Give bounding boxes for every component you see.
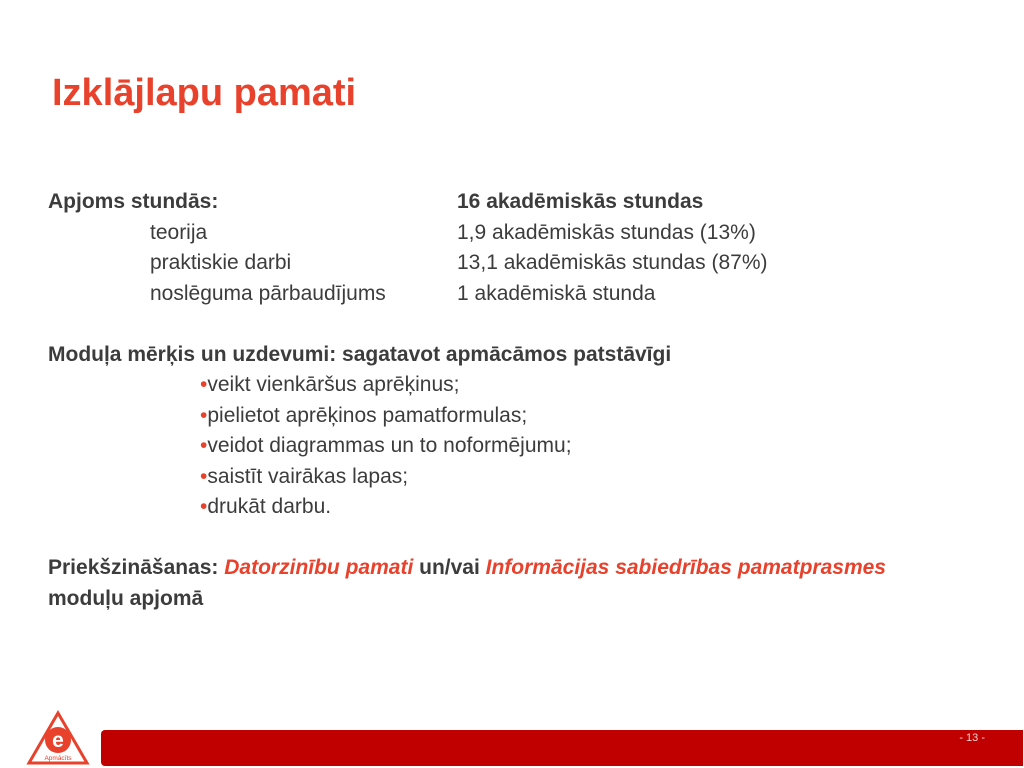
- bullet-icon: •: [200, 495, 208, 518]
- hours-row-value: 13,1 akadēmiskās stundas (87%): [457, 251, 768, 274]
- slide-title: Izklājlapu pamati: [52, 72, 357, 114]
- apmacits-logo-icon: [26, 710, 90, 766]
- logo-text: Apmācīts: [44, 755, 72, 762]
- hours-label: Apjoms stundās:: [48, 190, 219, 213]
- prereq-label: Priekšzināšanas:: [48, 556, 225, 579]
- hours-row-value: 1 akadēmiskā stunda: [457, 281, 656, 305]
- bullet-icon: •: [200, 403, 208, 427]
- goal-item-text: veidot diagrammas un to noformējumu;: [207, 434, 572, 457]
- goal-item: [48, 431, 948, 462]
- goal-item-text: veikt vienkāršus aprēķinus;: [207, 373, 460, 396]
- hours-row-label: noslēguma pārbaudījums: [150, 281, 386, 305]
- hours-total-row: [48, 187, 948, 218]
- goal-item: [48, 492, 948, 523]
- goal-heading: [48, 340, 948, 371]
- footer-bar: [101, 730, 1023, 766]
- logo-letter: e: [52, 729, 64, 752]
- prereq-module-2: Informācijas sabiedrības pamatprasmes: [485, 556, 886, 579]
- goal-item-text: drukāt darbu.: [207, 495, 332, 518]
- hours-row: [48, 279, 948, 310]
- goal-item: [48, 462, 948, 493]
- page-number: - 13 -: [959, 732, 985, 744]
- prerequisites: [48, 553, 908, 614]
- prereq-module-1: Datorzinību pamati: [224, 556, 414, 579]
- bullet-icon: •: [200, 373, 208, 396]
- hours-row: [48, 218, 948, 249]
- goal-item: [48, 401, 948, 432]
- slide-content: [48, 187, 948, 614]
- goal-item: [48, 370, 948, 401]
- goal-item-text: pielietot aprēķinos pamatformulas;: [207, 403, 528, 427]
- goal-heading-text: Moduļa mērķis un uzdevumi: sagatavot apmācāmos patstāvīgi: [48, 342, 672, 366]
- hours-row-value: 1,9 akadēmiskās stundas (13%): [457, 220, 756, 244]
- prereq-connector: un/vai: [413, 556, 486, 579]
- bullet-icon: •: [200, 464, 208, 488]
- hours-total: 16 akadēmiskās stundas: [457, 190, 704, 213]
- goal-item-text: saistīt vairākas lapas;: [207, 464, 409, 488]
- hours-row: [48, 248, 948, 279]
- bullet-icon: •: [200, 434, 208, 457]
- prereq-suffix: moduļu apjomā: [48, 586, 204, 610]
- hours-row-label: teorija: [150, 220, 208, 244]
- hours-row-label: praktiskie darbi: [150, 251, 292, 274]
